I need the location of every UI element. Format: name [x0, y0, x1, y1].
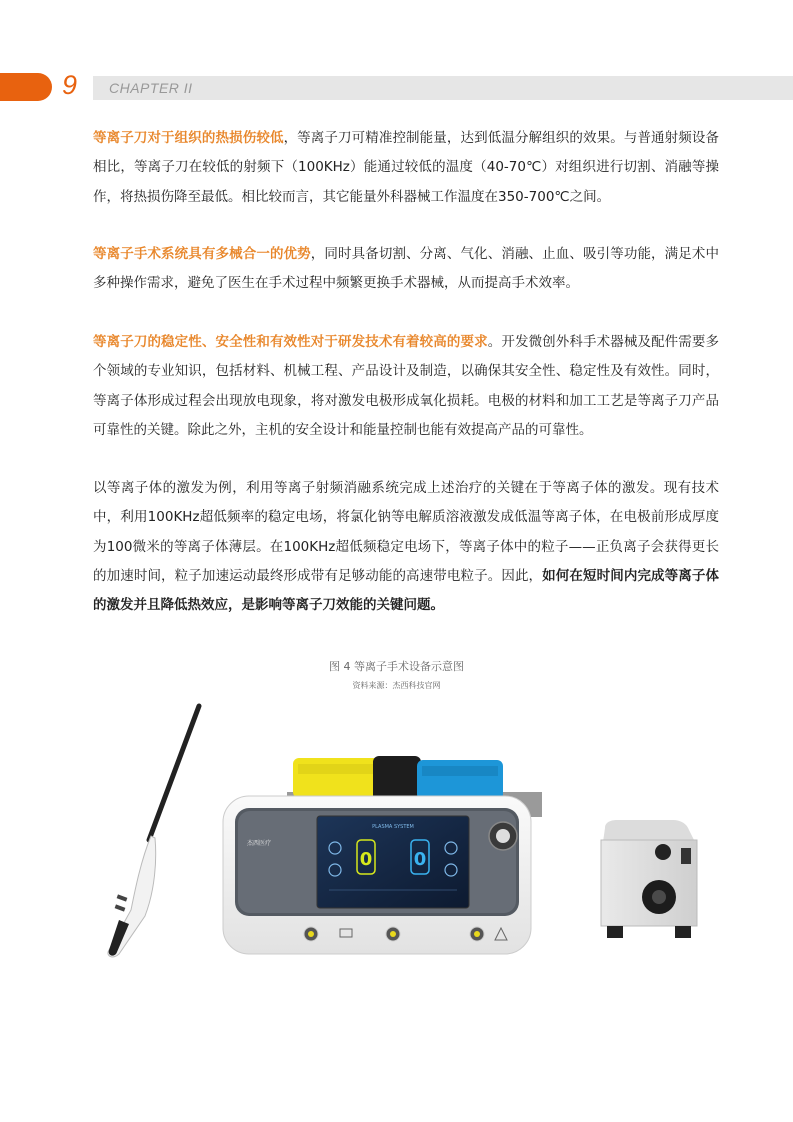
chapter-tab — [0, 73, 52, 101]
paragraph-3-highlight: 等离子刀的稳定性、安全性和有效性对于研发技术有着较高的要求 — [93, 334, 488, 350]
chapter-title: CHAPTER II — [109, 80, 193, 96]
figure-caption: 图 4 等离子手术设备示意图 — [329, 660, 464, 673]
paragraph-1-highlight: 等离子刀对于组织的热损伤较低 — [93, 130, 284, 146]
paragraph-4-bold: 如何在短时间内完成等离子体的激发并且降低热效应，是影响等离子刀效能的关键问题。 — [93, 567, 720, 614]
page-number: 9 — [62, 70, 78, 100]
paragraph-2 — [93, 240, 719, 299]
right-display-value: 0 — [413, 849, 427, 870]
paragraph-2-text: ，同时具备切割、分离、气化、消融、止血、吸引等功能，满足术中多种操作需求，避免了医生在手术过程中频繁更换手术器械，从而提高手术效率。 — [93, 246, 720, 292]
pump-unit-icon — [601, 820, 697, 938]
left-display-value: 0 — [359, 849, 373, 870]
paragraph-2-highlight: 等离子手术系统具有多械合一的优势 — [93, 246, 311, 262]
paragraph-4-text: 以等离子体的激发为例，利用等离子射频消融系统完成上述治疗的关键在于等离子体的激发。现有技术中，利用100KHz超低频率的稳定电场，将氯化钠等电解质溶液激发成低温等离子体，在电极前形成厚度为100微米的等离子体薄层。在100KHz超低频稳定电场下，等离子体中的粒子——正负离子会获得更长的加速时间，粒子加速运动最终形成带有足够动能的高速带电粒子。因此， — [93, 480, 719, 584]
paragraph-1 — [93, 124, 719, 212]
paragraph-4 — [93, 474, 719, 620]
plasma-device-figure — [95, 700, 715, 960]
paragraph-1-text: ，等离子刀可精准控制能量，达到低温分解组织的效果。与普通射频设备相比，等离子刀在较低的射频下（100KHz）能通过较低的温度（40-70℃）对组织进行切割、消融等操作，将热损伤降至最低。相比较而言，其它能量外科器械工作温度在350-700℃之间。 — [93, 130, 720, 205]
paragraph-3 — [93, 328, 719, 445]
figure-source: 资料来源：杰西科技官网 — [352, 681, 441, 690]
paragraph-3-text: 。开发微创外科手术器械及配件需要多个领域的专业知识，包括材料、机械工程、产品设计及制造，以确保其安全性、稳定性及有效性。同时，等离子体形成过程会出现放电现象，将对激发电极形成氧化损耗。电极的材料和加工工艺是等离子刀产品可靠性的关键。除此之外，主机的安全设计和能量控制也能有效提高产品的可靠性。 — [93, 334, 720, 438]
screen-title: PLASMA SYSTEM — [372, 824, 414, 830]
chapter-bar — [93, 76, 793, 100]
plasma-console — [223, 796, 531, 954]
device-brand: 杰西医疗 — [247, 840, 272, 847]
plasma-wand-icon — [108, 706, 199, 957]
